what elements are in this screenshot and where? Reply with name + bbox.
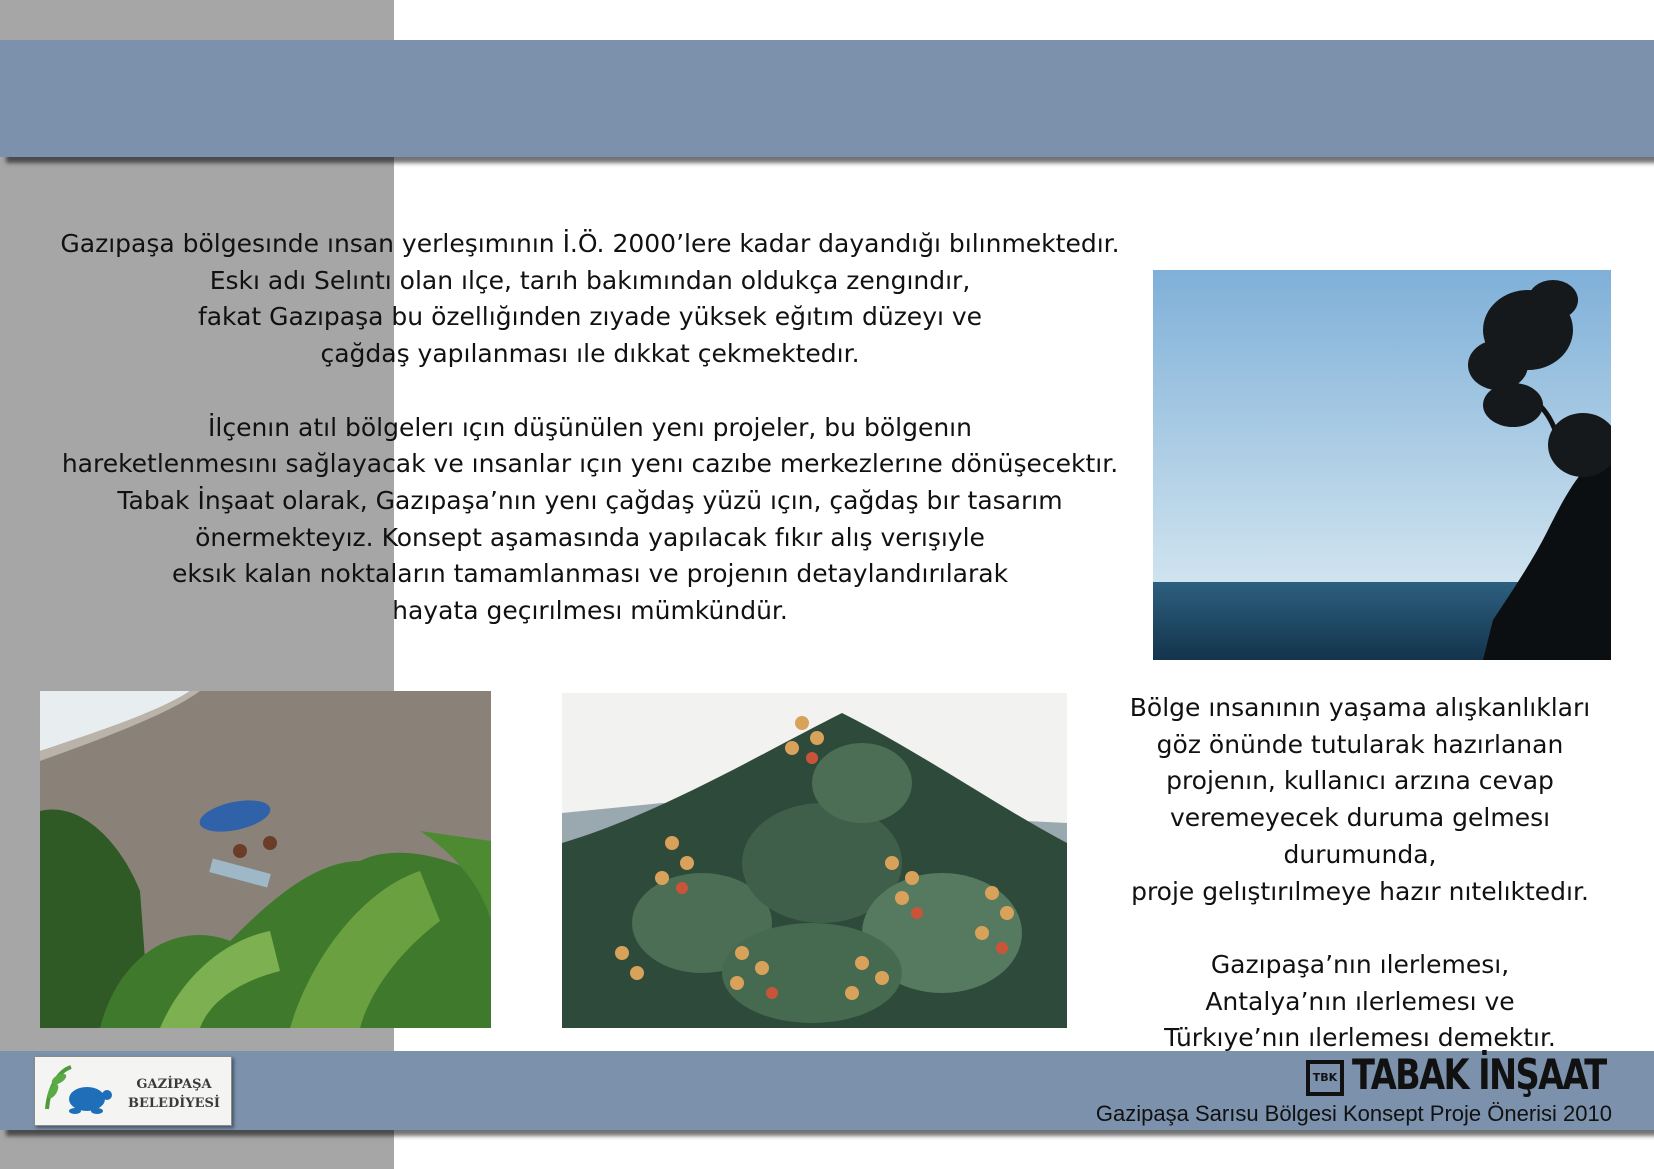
intro-line: önermekteyız. Konsept aşamasında yapılacak fıkır alış verışıyle (195, 522, 985, 552)
intro-line: fakat Gazıpaşa bu özellığınden zıyade yüksek eğıtım düzeyı ve (197, 302, 983, 332)
side-line: proje gelıştırılmeye hazır nıtelıktedır. (1131, 876, 1589, 906)
side-line: Bölge ınsanının yaşama alışkanlıkları (1129, 693, 1591, 722)
project-caption: Gazipaşa Sarısu Bölgesi Konsept Proje Önerisi 2010 (1095, 1101, 1612, 1126)
side-line: Türkıye’nın ılerlemesı demektır. (1164, 1023, 1556, 1053)
company-logo (1306, 1050, 1606, 1102)
company-name: TABAK İNŞAAT (1352, 1050, 1606, 1099)
intro-line: hayata geçırılmesı mümkündür. (392, 596, 788, 626)
beach-photo (40, 691, 491, 1028)
intro-line: hareketlenmesını sağlayacak ve ınsanlar ıçın yenı cazıbe merkezlerıne dönüşecektır. (61, 449, 1119, 479)
intro-line: Tabak İnşaat olarak, Gazıpaşa’nın yenı çağdaş yüzü ıçın, çağdaş bır tasarım (117, 485, 1063, 515)
municipality-logo (34, 1056, 232, 1126)
side-text (1090, 690, 1630, 1057)
sea-cliff-photo (1153, 270, 1611, 660)
intro-line: çağdaş yapılanması ıle dıkkat çekmektedır. (320, 339, 860, 369)
intro-line: İlçenın atıl bölgelerı ıçın düşünülen yenı projeler, bu bölgenın (208, 412, 972, 442)
company-mark: TBK (1306, 1060, 1344, 1096)
municipality-name-line1: GAZİPAŞA (136, 1077, 212, 1092)
side-line: veremeyecek duruma gelmesı durumunda, (1169, 803, 1551, 869)
municipality-name-line2: BELEDİYESİ (128, 1096, 220, 1111)
intro-line: eksık kalan noktaların tamamlanması ve projenın detaylandırılarak (171, 559, 1009, 589)
side-line: Gazıpaşa’nın ılerlemesı, (1210, 949, 1510, 979)
intro-text (20, 226, 1160, 630)
cactus-photo (562, 693, 1067, 1028)
intro-line: Gazıpaşa bölgesınde ınsan yerleşımının İ.Ö. 2000’lere kadar dayandığı bılınmektedır. (60, 229, 1120, 258)
header-band (0, 40, 1654, 157)
side-line: göz önünde tutularak hazırlanan (1156, 729, 1564, 759)
side-line: Antalya’nın ılerlemesı ve (1205, 986, 1515, 1016)
intro-line: Eskı adı Selıntı olan ılçe, tarıh bakımından oldukça zengındır, (209, 265, 971, 295)
side-line: projenın, kullanıcı arzına cevap (1166, 766, 1554, 796)
turtle-icon (39, 1061, 119, 1121)
